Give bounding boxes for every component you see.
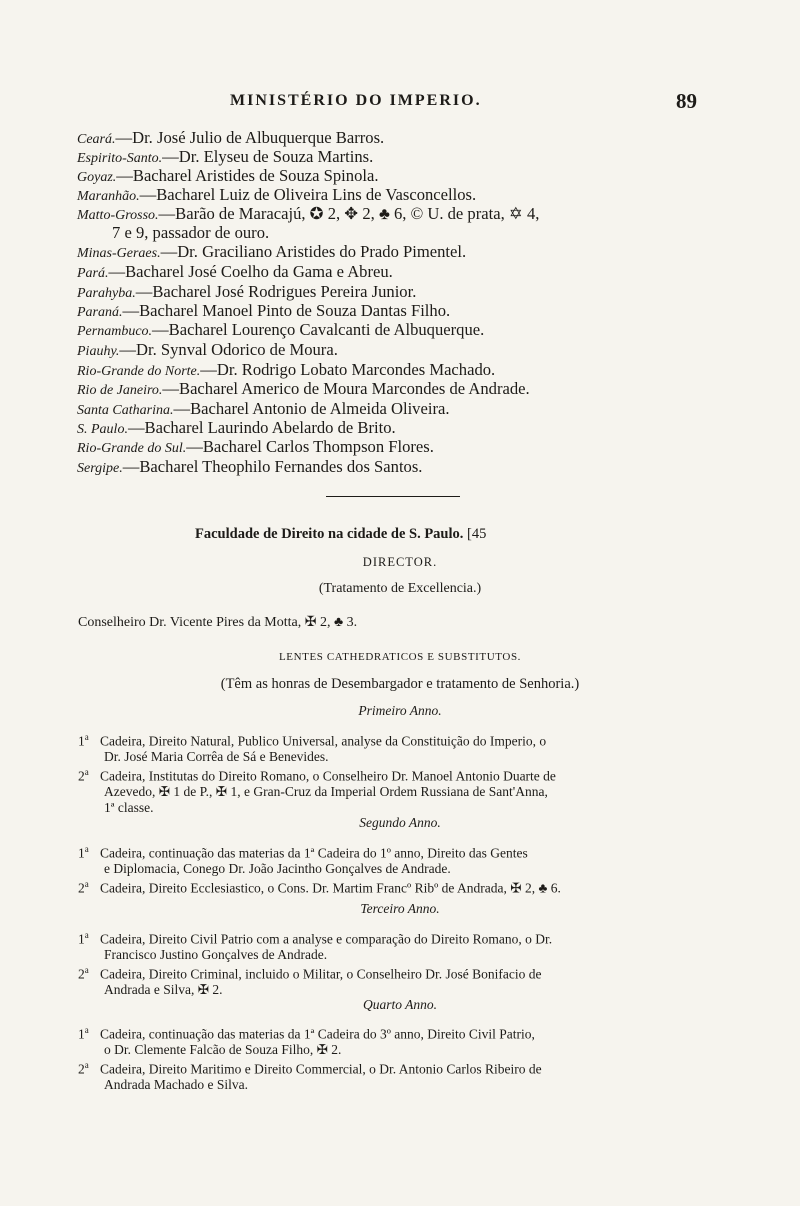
province-line: Maranhão.—Bacharel Luiz de Oliveira Lins de Vasconcellos.: [77, 185, 477, 204]
province-line: Pernambuco.—Bacharel Lourenço Cavalcanti de Albuquerque.: [77, 320, 485, 339]
province-line: Pará.—Bacharel José Coelho da Gama e Abreu.: [77, 262, 393, 281]
province-line-continuation: 7 e 9, passador de ouro.: [112, 223, 270, 242]
province-line: Minas-Geraes.—Dr. Graciliano Aristides do Prado Pimentel.: [77, 242, 467, 261]
province-line: Ceará.—Dr. José Julio de Albuquerque Barros.: [77, 128, 385, 147]
chair-entry: 1$^a$ Cadeira, Direito Natural, Publico Universal, analyse da Constituição do Imperio, o Dr. José Maria Corrêa de Sá e Benevides.: [78, 732, 547, 764]
province-line: Santa Catharina.—Bacharel Antonio de Almeida Oliveira.: [77, 399, 450, 418]
chair-number: 1$^a$: [78, 844, 89, 861]
chair-entry: 1$^a$ Cadeira, continuação das materias da 1ª Cadeira do 1º anno, Direito das Gentes e Diplomacia, Conego Dr. João Jacintho Gonçalves de Andrade.: [78, 844, 528, 876]
province-line: Rio-Grande do Sul.—Bacharel Carlos Thompson Flores.: [77, 437, 434, 456]
province-line: Parahyba.—Bacharel José Rodrigues Pereira Junior.: [77, 282, 417, 301]
running-header: MINISTÉRIO DO IMPERIO.: [230, 92, 482, 109]
section-divider: [326, 496, 460, 497]
side-number: [45: [467, 526, 487, 542]
lentes-honors: (Têm as honras de Desembargador e tratamento de Senhoria.): [220, 676, 580, 692]
chair-number: 1$^a$: [78, 1025, 89, 1042]
chair-number: 2$^a$: [78, 965, 89, 982]
director-heading: DIRECTOR.: [362, 555, 438, 569]
province-line: Rio de Janeiro.—Bacharel Americo de Moura Marcondes de Andrade.: [77, 379, 530, 398]
faculty-heading: Faculdade de Direito na cidade de S. Paulo. [45: [195, 526, 487, 542]
chair-number: 1$^a$: [78, 930, 89, 947]
province-line: Rio-Grande do Norte.—Dr. Rodrigo Lobato Marcondes Machado.: [77, 360, 496, 379]
chair-entry: 2$^a$ Cadeira, Direito Ecclesiastico, o Cons. Dr. Martim Francº Ribº de Andrada, ✠ 2, ♣ 6.: [78, 879, 561, 896]
lentes-heading: LENTES CATHEDRATICOS E SUBSTITUTOS.: [278, 651, 522, 663]
chair-number: 2$^a$: [78, 879, 89, 896]
year-heading: Primeiro Anno.: [358, 703, 442, 718]
chair-number: 2$^a$: [78, 767, 89, 784]
year-heading: Segundo Anno.: [359, 815, 441, 830]
province-line: Piauhy.—Dr. Synval Odorico de Moura.: [77, 340, 338, 359]
director-treatment: (Tratamento de Excellencia.): [318, 581, 482, 596]
chair-entry: 1$^a$ Cadeira, Direito Civil Patrio com a analyse e comparação do Direito Romano, o Dr. Francisco Justino Gonçalves de Andrade.: [78, 930, 553, 962]
chair-entry: 2$^a$ Cadeira, Direito Criminal, incluido o Militar, o Conselheiro Dr. José Bonifacio de Andrada e Silva, ✠ 2.: [78, 965, 542, 997]
year-heading: Quarto Anno.: [362, 997, 437, 1012]
chair-entry: 2$^a$ Cadeira, Direito Maritimo e Direito Commercial, o Dr. Antonio Carlos Ribeiro de Andrada Machado e Silva.: [78, 1060, 542, 1092]
province-line: Sergipe.—Bacharel Theophilo Fernandes dos Santos.: [77, 457, 423, 476]
director-name: Conselheiro Dr. Vicente Pires da Motta, ✠ 2, ♣ 3.: [78, 615, 358, 630]
chair-number: 1$^a$: [78, 732, 89, 749]
province-line: Espirito-Santo.—Dr. Elyseu de Souza Martins.: [77, 147, 374, 166]
province-line: S. Paulo.—Bacharel Laurindo Abelardo de Brito.: [77, 418, 396, 437]
chair-entry: 1$^a$ Cadeira, continuação das materias da 1ª Cadeira do 3º anno, Direito Civil Patrio, o Dr. Clemente Falcão de Souza Filho, ✠ 2.: [78, 1025, 535, 1057]
chair-entry: 2$^a$ Cadeira, Institutas do Direito Romano, o Conselheiro Dr. Manoel Antonio Duarte de Azevedo, ✠ 1 de P., ✠ 1, e Gran-Cruz da Imperial Ordem Russiana de Sant'Anna, 1ª classe.: [78, 767, 556, 815]
page-number: 89: [676, 89, 697, 113]
year-heading: Terceiro Anno.: [360, 901, 440, 916]
chair-number: 2$^a$: [78, 1060, 89, 1077]
province-line: Goyaz.—Bacharel Aristides de Souza Spinola.: [77, 166, 379, 185]
province-line: Paraná.—Bacharel Manoel Pinto de Souza Dantas Filho.: [77, 301, 451, 320]
province-line: Matto-Grosso.—Barão de Maracajú, ✪ 2, ✥ 2, ♣ 6, © U. de prata, ✡ 4,: [77, 204, 540, 223]
